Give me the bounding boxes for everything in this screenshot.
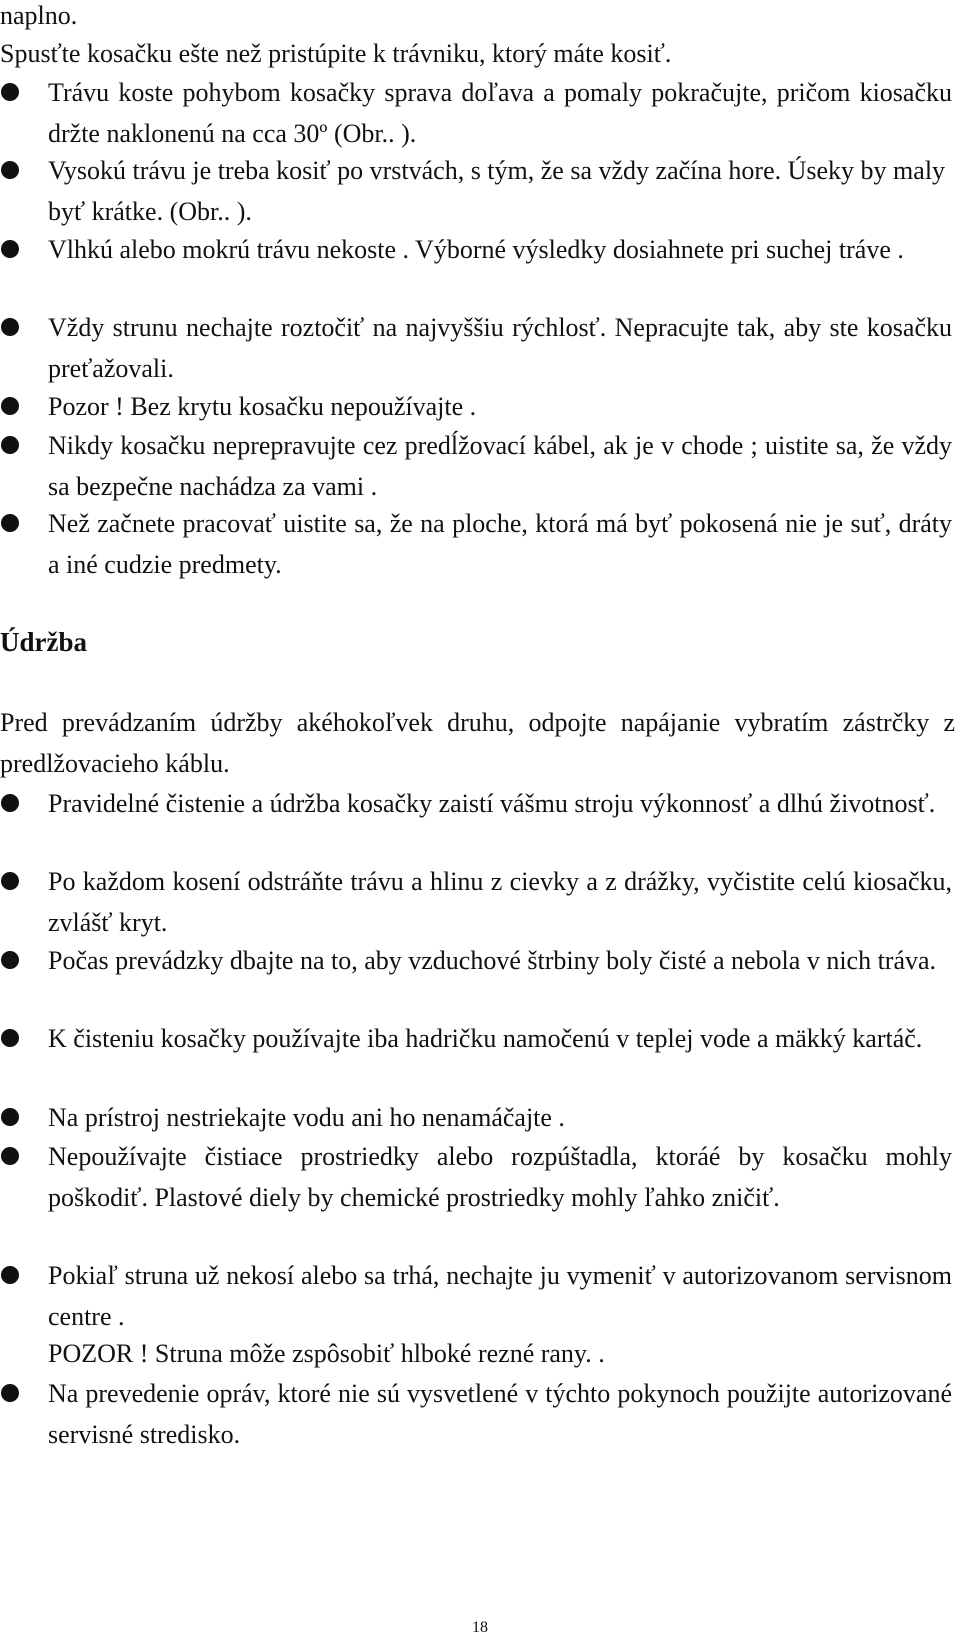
bullet-icon xyxy=(1,951,19,969)
list-item-text: Pravidelné čistenie a údržba kosačky zaistí vášmu stroju výkonnosť a dlhú životnosť. xyxy=(48,789,936,818)
section-heading-maintenance: Údržba xyxy=(0,627,87,657)
bullet-icon xyxy=(1,794,19,812)
list-item-text: Pokiaľ struna už nekosí alebo sa trhá, nechajte ju vymeniť v autorizovanom servisnom centre . xyxy=(48,1261,952,1331)
list-item-text: Nepoužívajte čistiace prostriedky alebo rozpúštadla, ktoráé by kosačku mohly poškodiť. Plastové diely by chemické prostriedky mohly ľahko zničiť. xyxy=(48,1142,952,1212)
maintenance-intro: Pred prevádzaním údržby akéhokoľvek druhu, odpojte napájanie vybratím zástrčky z predlžovacieho káblu. xyxy=(0,708,955,778)
page-number: 18 xyxy=(472,1619,488,1636)
list-item-text: Po každom kosení odstráňte trávu a hlinu z cievky a z drážky, vyčistite celú kiosačku, zvlášť kryt. xyxy=(48,867,952,937)
bullet-icon xyxy=(1,872,19,890)
bullet-icon xyxy=(1,1108,19,1126)
bullet-icon xyxy=(1,397,19,415)
bullet-icon xyxy=(1,240,19,258)
list-item-text: Než začnete pracovať uistite sa, že na ploche, ktorá má byť pokosená nie je suť, dráty a iné cudzie predmety. xyxy=(48,509,952,579)
list-item-text: Počas prevádzky dbajte na to, aby vzduchové štrbiny boly čisté a nebola v nich tráva. xyxy=(48,946,937,975)
intro-line-2: Spusťte kosačku ešte než pristúpite k trávniku, ktorý máte kosiť. xyxy=(0,39,672,68)
list-item-text: Vždy strunu nechajte roztočiť na najvyššiu rýchlosť. Nepracujte tak, aby ste kosačku preťažovali. xyxy=(48,313,952,383)
bullet-icon xyxy=(1,1384,19,1402)
list-item-text: Na prístroj nestriekajte vodu ani ho nenamáčajte . xyxy=(48,1103,565,1132)
bullet-icon xyxy=(1,318,19,336)
bullet-icon xyxy=(1,436,19,454)
list-item-text: Pozor ! Bez krytu kosačku nepoužívajte . xyxy=(48,392,477,421)
list-item-text: Nikdy kosačku neprepravujte cez predĺžovací kábel, ak je v chode ; uistite sa, že vždy sa bezpečne nachádza za vami . xyxy=(48,431,952,501)
intro-line-1: naplno. xyxy=(0,1,78,30)
list-item-text: Vlhkú alebo mokrú trávu nekoste . Výborné výsledky dosiahnete pri suchej tráve . xyxy=(48,235,904,264)
list-item-text: Vysokú trávu je treba kosiť po vrstvách, s tým, že sa vždy začína hore. Úseky by maly byť krátke. (Obr.. ). xyxy=(48,156,946,226)
list-item-text: Trávu koste pohybom kosačky sprava doľava a pomaly pokračujte, pričom kiosačku držte naklonenú na cca 30º (Obr.. ). xyxy=(48,78,952,148)
bullet-icon xyxy=(1,1266,19,1284)
bullet-icon xyxy=(1,1029,19,1047)
list-item-text: K čisteniu kosačky používajte iba hadričku namočenú v teplej vode a mäkký kartáč. xyxy=(48,1024,923,1053)
bullet-icon xyxy=(1,83,19,101)
bullet-icon xyxy=(1,161,19,179)
bullet-icon xyxy=(1,1147,19,1165)
list-item-text: Na prevedenie opráv, ktoré nie sú vysvetlené v týchto pokynoch použijte autorizované servisné stredisko. xyxy=(48,1379,952,1449)
warning-note: POZOR ! Struna môže zspôsobiť hlboké rezné rany. . xyxy=(48,1339,605,1368)
bullet-icon xyxy=(1,514,19,532)
